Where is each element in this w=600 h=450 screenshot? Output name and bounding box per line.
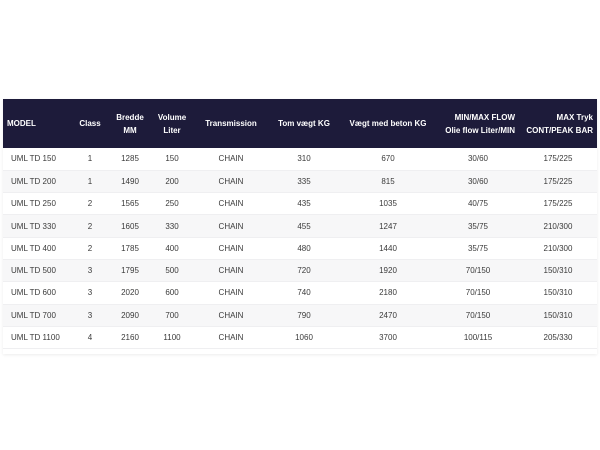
table-row (3, 148, 597, 170)
cell-bredde: 1795 (109, 259, 151, 281)
cell-tom-vaegt: 335 (269, 170, 339, 192)
header-class: Class (79, 119, 101, 128)
cell-max-tryk: 150/310 (519, 259, 597, 281)
cell-model: UML TD 1100 (3, 326, 71, 348)
cell-tom-vaegt: 740 (269, 282, 339, 304)
spec-table (3, 99, 597, 349)
table-row (3, 237, 597, 259)
cell-tom-vaegt: 480 (269, 237, 339, 259)
cell-bredde: 1490 (109, 170, 151, 192)
header-tom-vaegt: Tom vægt KG (278, 119, 330, 128)
cell-max-tryk: 150/310 (519, 282, 597, 304)
cell-model: UML TD 600 (3, 282, 71, 304)
cell-class: 2 (71, 193, 109, 215)
cell-tom-vaegt: 435 (269, 193, 339, 215)
cell-max-tryk: 175/225 (519, 148, 597, 170)
cell-transmission: CHAIN (193, 193, 269, 215)
cell-model: UML TD 150 (3, 148, 71, 170)
cell-transmission: CHAIN (193, 304, 269, 326)
cell-vaegt-med-beton: 2180 (339, 282, 437, 304)
cell-model: UML TD 330 (3, 215, 71, 237)
table-row (3, 215, 597, 237)
cell-transmission: CHAIN (193, 237, 269, 259)
cell-model: UML TD 400 (3, 237, 71, 259)
cell-model: UML TD 250 (3, 193, 71, 215)
cell-transmission: CHAIN (193, 215, 269, 237)
cell-class: 1 (71, 170, 109, 192)
cell-bredde: 1565 (109, 193, 151, 215)
table-row (3, 304, 597, 326)
table-header (3, 99, 597, 148)
cell-volume: 700 (151, 304, 193, 326)
cell-volume: 400 (151, 237, 193, 259)
cell-flow: 35/75 (437, 215, 519, 237)
cell-bredde: 1605 (109, 215, 151, 237)
cell-max-tryk: 210/300 (519, 237, 597, 259)
cell-volume: 250 (151, 193, 193, 215)
header-vaegt-med-beton: Vægt med beton KG (349, 119, 427, 128)
cell-tom-vaegt: 455 (269, 215, 339, 237)
table-row (3, 259, 597, 281)
table-row (3, 282, 597, 304)
header-flow: MIN/MAX FLOW Olie flow Liter/MIN (445, 112, 515, 135)
cell-tom-vaegt: 790 (269, 304, 339, 326)
cell-max-tryk: 175/225 (519, 170, 597, 192)
cell-model: UML TD 500 (3, 259, 71, 281)
table-row (3, 326, 597, 348)
table-body (3, 148, 597, 349)
cell-class: 4 (71, 326, 109, 348)
header-transmission: Transmission (205, 119, 257, 128)
cell-vaegt-med-beton: 2470 (339, 304, 437, 326)
cell-volume: 150 (151, 148, 193, 170)
cell-vaegt-med-beton: 1035 (339, 193, 437, 215)
cell-class: 2 (71, 215, 109, 237)
cell-vaegt-med-beton: 1247 (339, 215, 437, 237)
cell-class: 3 (71, 282, 109, 304)
cell-volume: 600 (151, 282, 193, 304)
cell-vaegt-med-beton: 1440 (339, 237, 437, 259)
cell-volume: 200 (151, 170, 193, 192)
cell-transmission: CHAIN (193, 282, 269, 304)
cell-transmission: CHAIN (193, 326, 269, 348)
cell-model: UML TD 700 (3, 304, 71, 326)
cell-class: 1 (71, 148, 109, 170)
cell-bredde: 1785 (109, 237, 151, 259)
cell-max-tryk: 210/300 (519, 215, 597, 237)
cell-transmission: CHAIN (193, 259, 269, 281)
cell-volume: 330 (151, 215, 193, 237)
cell-flow: 70/150 (437, 304, 519, 326)
cell-class: 2 (71, 237, 109, 259)
header-volume: Volume Liter (157, 112, 187, 135)
cell-flow: 35/75 (437, 237, 519, 259)
cell-class: 3 (71, 304, 109, 326)
cell-flow: 70/150 (437, 259, 519, 281)
table-row (3, 170, 597, 192)
cell-bredde: 2160 (109, 326, 151, 348)
cell-flow: 30/60 (437, 148, 519, 170)
header-model: MODEL (7, 119, 36, 128)
cell-vaegt-med-beton: 1920 (339, 259, 437, 281)
cell-tom-vaegt: 720 (269, 259, 339, 281)
cell-bredde: 2020 (109, 282, 151, 304)
cell-max-tryk: 150/310 (519, 304, 597, 326)
cell-transmission: CHAIN (193, 148, 269, 170)
cell-model: UML TD 200 (3, 170, 71, 192)
cell-flow: 30/60 (437, 170, 519, 192)
cell-bredde: 1285 (109, 148, 151, 170)
table-row (3, 193, 597, 215)
cell-vaegt-med-beton: 815 (339, 170, 437, 192)
cell-flow: 100/115 (437, 326, 519, 348)
spec-table-container (3, 99, 597, 349)
cell-tom-vaegt: 1060 (269, 326, 339, 348)
cell-bredde: 2090 (109, 304, 151, 326)
cell-transmission: CHAIN (193, 170, 269, 192)
cell-flow: 70/150 (437, 282, 519, 304)
cell-vaegt-med-beton: 3700 (339, 326, 437, 348)
cell-flow: 40/75 (437, 193, 519, 215)
cell-tom-vaegt: 310 (269, 148, 339, 170)
header-bredde: Bredde MM (116, 112, 144, 135)
cell-max-tryk: 205/330 (519, 326, 597, 348)
cell-class: 3 (71, 259, 109, 281)
header-max-tryk: MAX Tryk CONT/PEAK BAR (526, 112, 593, 135)
cell-vaegt-med-beton: 670 (339, 148, 437, 170)
cell-volume: 1100 (151, 326, 193, 348)
header-row (3, 99, 597, 148)
cell-volume: 500 (151, 259, 193, 281)
cell-max-tryk: 175/225 (519, 193, 597, 215)
